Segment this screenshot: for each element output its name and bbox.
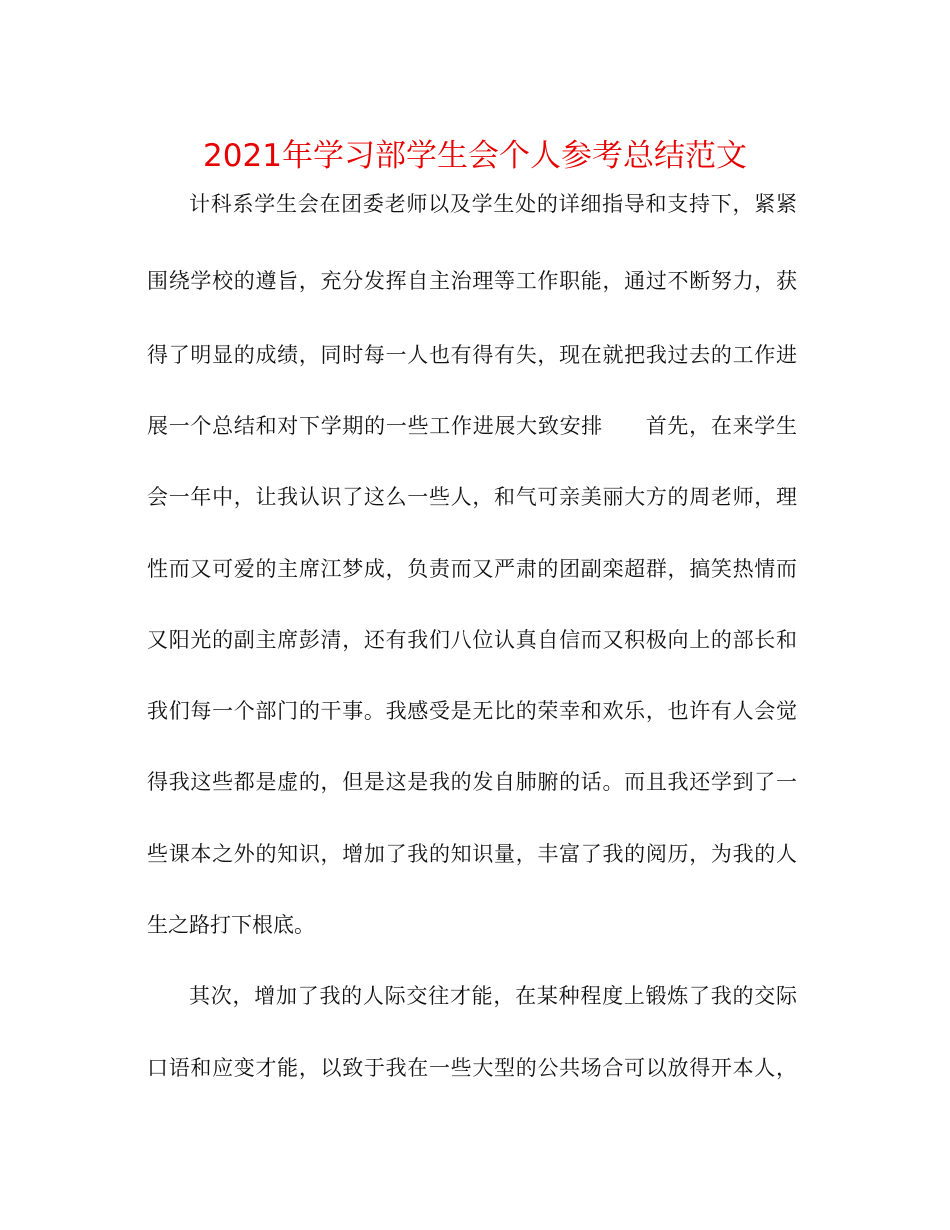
paragraph-line: 生之路打下根底。 — [147, 913, 315, 937]
paragraph-line: 其次，增加了我的人际交往才能，在某种程度上锻炼了我的交际 — [189, 984, 797, 1008]
paragraph-line: 口语和应变才能，以致于我在一些大型的公共场合可以放得开本人， — [147, 1056, 797, 1080]
paragraph-line: 得我这些都是虚的，但是这是我的发自肺腑的话。而且我还学到了一 — [147, 770, 797, 794]
paragraph-line — [147, 408, 797, 444]
paragraph-line: 性而又可爱的主席江梦成，负责而又严肃的团副栾超群，搞笑热情而 — [147, 557, 797, 581]
paragraph-line: 围绕学校的遵旨，充分发挥自主治理等工作职能，通过不断努力，获 — [147, 269, 797, 293]
paragraph-line-segment: 展一个总结和对下学期的一些工作进展大致安排 — [147, 414, 603, 438]
paragraph-line: 得了明显的成绩，同时每一人也有得有失，现在就把我过去的工作进 — [147, 343, 797, 367]
paragraph-line-segment: 首先，在来学生 — [645, 414, 797, 438]
document-title: 2021年学习部学生会个人参考总结范文 — [203, 138, 747, 174]
paragraph-line: 些课本之外的知识，增加了我的知识量，丰富了我的阅历，为我的人 — [147, 842, 797, 866]
paragraph-line: 我们每一个部门的干事。我感受是无比的荣幸和欢乐，也许有人会觉 — [147, 699, 797, 723]
paragraph-line: 又阳光的副主席彭清，还有我们八位认真自信而又积极向上的部长和 — [147, 628, 797, 652]
paragraph-line: 计科系学生会在团委老师以及学生处的详细指导和支持下，紧紧 — [189, 192, 797, 216]
paragraph-line: 会一年中，让我认识了这么一些人，和气可亲美丽大方的周老师，理 — [147, 485, 797, 509]
